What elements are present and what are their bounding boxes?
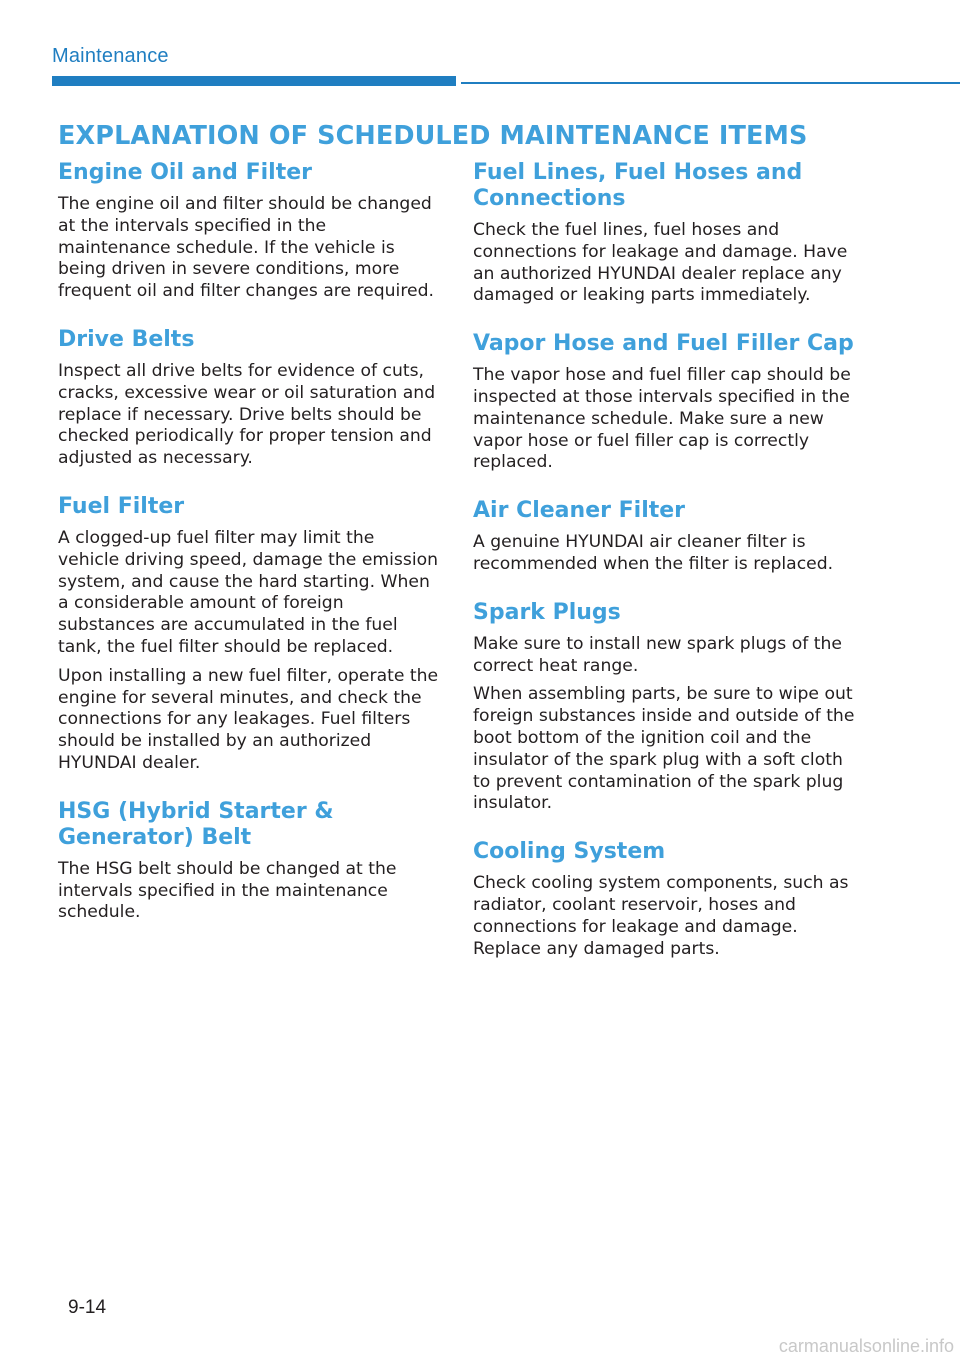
- item-heading: Cooling System: [473, 839, 666, 865]
- item-fuel-filter: [58, 494, 440, 775]
- item-paragraph: The HSG belt should be changed at the intervals specified in the maintenance schedule.: [58, 858, 397, 923]
- item-heading: Fuel Lines, Fuel Hoses and Connections: [473, 160, 803, 211]
- header-rule-thick: [52, 76, 456, 86]
- item-heading: HSG (Hybrid Starter & Generator) Belt: [58, 798, 334, 850]
- item-paragraph: A genuine HYUNDAI air cleaner filter is recommended when the filter is replaced.: [473, 532, 834, 574]
- item-engine-oil: [58, 160, 440, 303]
- item-heading: Spark Plugs: [473, 599, 621, 625]
- item-paragraph: Check cooling system components, such as radiator, coolant reservoir, hoses and connections for leakage and damage. Replace any damaged parts.: [473, 873, 849, 959]
- item-paragraph: The engine oil and filter should be changed at the intervals specified in the maintenance schedule. If the vehicle is being driven in severe conditions, more frequent oil and filter changes are required.: [58, 194, 434, 302]
- item-paragraph: A clogged-up fuel filter may limit the vehicle driving speed, damage the emission system, and cause the hard starting. When a considerable amount of foreign substances are accumulated in the fuel tank, the fuel filter should be replaced.: [58, 527, 439, 657]
- page-number: 9-14: [68, 1297, 107, 1318]
- item-vapor-hose: [473, 331, 855, 474]
- item-heading: Air Cleaner Filter: [473, 498, 686, 524]
- item-spark-plugs: [473, 600, 855, 815]
- item-hsg-belt: [58, 799, 440, 924]
- watermark: carmanualsonline.info: [778, 1336, 954, 1356]
- item-paragraph: Check the fuel lines, fuel hoses and connections for leakage and damage. Have an authorized HYUNDAI dealer replace any damaged or leaking parts immediately.: [473, 220, 848, 306]
- item-drive-belts: [58, 327, 440, 470]
- right-column: [473, 160, 855, 984]
- item-paragraph: Upon installing a new fuel filter, operate the engine for several minutes, and check the connections for any leakages. Fuel filters should be installed by an authorized HYUNDAI dealer.: [58, 665, 439, 773]
- item-heading: Vapor Hose and Fuel Filler Cap: [473, 331, 854, 357]
- item-fuel-lines: [473, 160, 855, 307]
- page-title: EXPLANATION OF SCHEDULED MAINTENANCE ITEMS: [58, 121, 808, 151]
- item-paragraph: When assembling parts, be sure to wipe out foreign substances inside and outside of the boot bottom of the ignition coil and the insulator of the spark plug with a soft cloth to prevent contamination of the spark plug insulator.: [473, 684, 855, 814]
- item-paragraph: The vapor hose and fuel filler cap should be inspected at those intervals specified in the maintenance schedule. Make sure a new vapor hose or fuel filler cap is correctly replaced.: [473, 365, 851, 473]
- item-air-cleaner: [473, 498, 855, 576]
- item-cooling-system: [473, 839, 855, 960]
- item-paragraph: Make sure to install new spark plugs of the correct heat range.: [473, 633, 842, 676]
- item-paragraph: Inspect all drive belts for evidence of cuts, cracks, excessive wear or oil saturation and replace if necessary. Drive belts should be checked periodically for proper tension and adjusted as necessary.: [58, 360, 436, 469]
- item-heading: Drive Belts: [58, 326, 195, 352]
- left-column: [58, 160, 440, 948]
- header-section-title: Maintenance: [52, 45, 169, 67]
- item-heading: Fuel Filter: [58, 493, 185, 519]
- header-rule-thin: [461, 82, 960, 84]
- item-heading: Engine Oil and Filter: [58, 160, 312, 185]
